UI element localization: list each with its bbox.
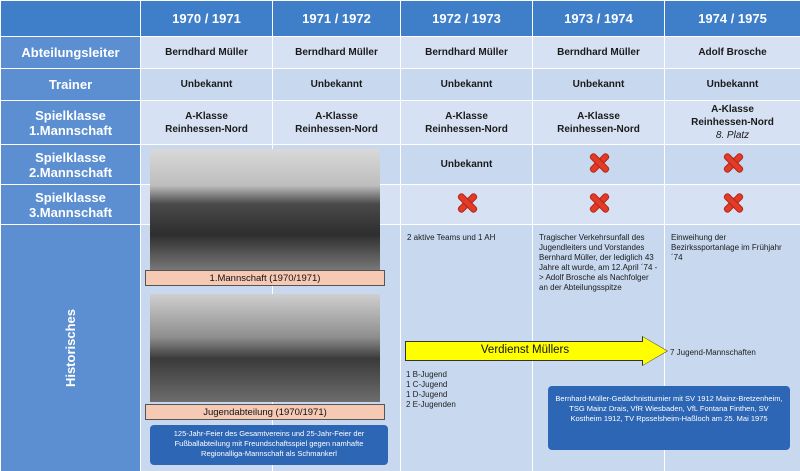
cell-value: Unbekannt — [141, 69, 273, 101]
row-label — [1, 185, 141, 225]
cross-icon — [588, 192, 610, 214]
cell-value: Unbekannt — [273, 69, 401, 101]
arrow-head-icon — [643, 337, 667, 365]
cell-value: Unbekannt — [533, 69, 665, 101]
cell-value: Adolf Brosche — [665, 37, 800, 69]
cell-cross — [665, 145, 800, 185]
youth-team-list — [406, 370, 456, 410]
year-header: 1973 / 1974 — [533, 1, 665, 37]
cell-value — [665, 101, 800, 145]
row-spielklasse-3 — [1, 185, 800, 225]
row-label-line: 1.Mannschaft — [28, 122, 113, 138]
cell-value: Berndhard Müller — [533, 37, 665, 69]
class-name: A-Klasse — [445, 110, 488, 122]
cell-cross — [533, 145, 665, 185]
youth-team-count: 7 Jugend-Mannschaften — [670, 348, 756, 357]
merit-arrow — [405, 338, 665, 364]
row-label-line: Spielklasse — [35, 107, 106, 123]
cell-value — [401, 101, 533, 145]
cell-value — [273, 101, 401, 145]
row-label: Abteilungsleiter — [1, 37, 141, 69]
cell-value — [141, 101, 273, 145]
row-spielklasse-1 — [1, 101, 800, 145]
team-photo-caption: 1.Mannschaft (1970/1971) — [145, 270, 385, 286]
cell-value: Unbekannt — [401, 145, 533, 185]
team-photo-image — [150, 149, 380, 271]
class-region: Reinhessen-Nord — [425, 123, 508, 135]
class-name: A-Klasse — [577, 110, 620, 122]
memorial-tournament-note: Bernhard-Müller-Gedächnistturnier mit SV 1912 Mainz-Bretzenheim, TSG Mainz Drais, VfR Wiesbaden, VfL Fontana Finthen, SV Kostheim 1912, TV Rpsselsheim-Haßloch am 25. Mai 1975 — [548, 386, 790, 450]
arrow-label: Verdienst Müllers — [480, 344, 570, 356]
row-label-line: Spielklasse — [35, 149, 106, 165]
corner-cell — [1, 1, 141, 37]
cell-value: Unbekannt — [665, 69, 800, 101]
row-trainer — [1, 69, 800, 101]
history-text: Tragischer Verkehrsunfall des Jugendleiters und Vorstandes Bernhard Müller, der lediglich 43 Jahre alt wurde, am 12.April ´74 -> Adolf Brosche als Nachfolger an der Abteilungsspitze — [539, 233, 658, 292]
class-region: Reinhessen-Nord — [691, 117, 774, 128]
cross-icon — [456, 192, 478, 214]
youth-team-item: 1 D-Jugend — [406, 390, 448, 399]
class-region: Reinhessen-Nord — [165, 123, 248, 135]
cross-icon — [722, 192, 744, 214]
cell-cross — [533, 185, 665, 225]
youth-team-item: 1 C-Jugend — [406, 380, 448, 389]
row-label — [1, 225, 141, 471]
league-position: 8. Platz — [715, 130, 750, 141]
row-abteilungsleiter — [1, 37, 800, 69]
cross-icon — [722, 152, 744, 174]
class-region: Reinhessen-Nord — [557, 123, 640, 135]
cell-value: Berndhard Müller — [141, 37, 273, 69]
year-header: 1972 / 1973 — [401, 1, 533, 37]
year-header: 1971 / 1972 — [273, 1, 401, 37]
cell-cross — [401, 185, 533, 225]
youth-team-item: 2 E-Jugenden — [406, 400, 456, 409]
row-label-line: Spielklasse — [35, 189, 106, 205]
class-name: A-Klasse — [315, 110, 358, 122]
history-text: Einweihung der Bezirkssportanlage im Frühjahr ´74 — [671, 233, 782, 262]
cell-value: Unbekannt — [401, 69, 533, 101]
anniversary-note: 125-Jahr-Feier des Gesamtvereins und 25-Jahr-Feier der Fußballabteilung mit Freundschaftsspiel gegen namhafte Regionalliga-Mannschaft als Schmankerl — [150, 425, 388, 465]
row-label — [1, 145, 141, 185]
row-label-line: 3.Mannschaft — [28, 204, 113, 220]
row-label-line: 2.Mannschaft — [28, 164, 113, 180]
youth-team-item: 1 B-Jugend — [406, 370, 447, 379]
year-header: 1970 / 1971 — [141, 1, 273, 37]
historisches-label: Historisches — [63, 308, 78, 388]
row-label: Trainer — [1, 69, 141, 101]
class-name: A-Klasse — [711, 104, 754, 115]
cross-icon — [588, 152, 610, 174]
youth-photo-image — [150, 294, 380, 402]
row-label — [1, 101, 141, 145]
class-name: A-Klasse — [185, 110, 228, 122]
cell-value: Berndhard Müller — [401, 37, 533, 69]
history-text: 2 aktive Teams und 1 AH — [407, 233, 496, 242]
youth-photo-caption: Jugendabteilung (1970/1971) — [145, 404, 385, 420]
cell-cross — [665, 185, 800, 225]
class-region: Reinhessen-Nord — [295, 123, 378, 135]
header-row — [1, 1, 800, 37]
cell-value: Berndhard Müller — [273, 37, 401, 69]
row-spielklasse-2 — [1, 145, 800, 185]
cell-value — [533, 101, 665, 145]
year-header: 1974 / 1975 — [665, 1, 800, 37]
